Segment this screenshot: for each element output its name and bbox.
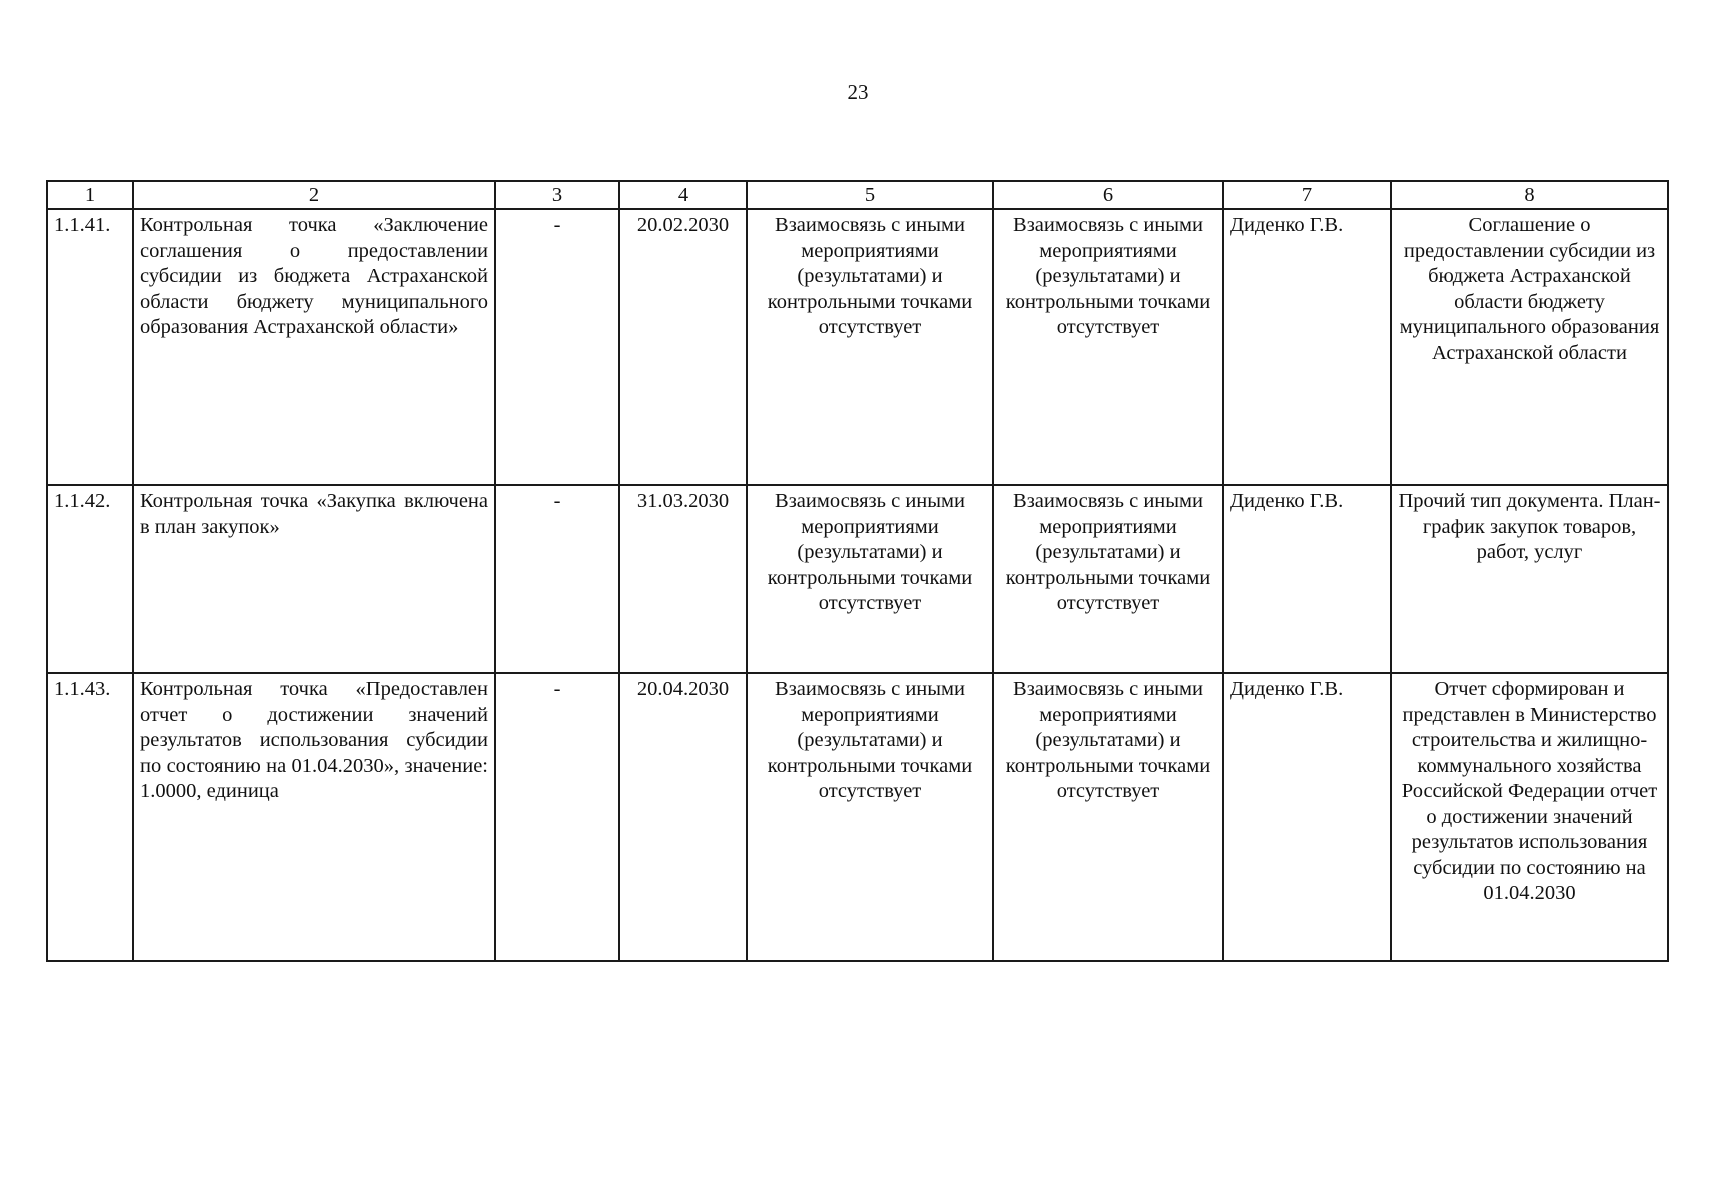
cell-number: 1.1.41.: [47, 209, 133, 485]
cell-number: 1.1.43.: [47, 673, 133, 961]
table-row: [47, 485, 1668, 673]
cell-responsible: Диденко Г.В.: [1223, 209, 1391, 485]
header-col-8: 8: [1391, 181, 1668, 209]
cell-relation-6: Взаимосвязь с иными мероприятиями (результатами) и контрольными точками отсутствует: [993, 673, 1223, 961]
cell-document: Прочий тип документа. План-график закупок товаров, работ, услуг: [1391, 485, 1668, 673]
cell-relation-6: Взаимосвязь с иными мероприятиями (результатами) и контрольными точками отсутствует: [993, 485, 1223, 673]
cell-responsible: Диденко Г.В.: [1223, 673, 1391, 961]
cell-responsible: Диденко Г.В.: [1223, 485, 1391, 673]
control-points-table: [46, 180, 1669, 962]
cell-document: Соглашение о предоставлении субсидии из бюджета Астраханской области бюджету муниципального образования Астраханской области: [1391, 209, 1668, 485]
header-col-2: 2: [133, 181, 495, 209]
header-col-5: 5: [747, 181, 993, 209]
page-number: 23: [847, 80, 869, 104]
table-row: [47, 209, 1668, 485]
cell-relation-5: Взаимосвязь с иными мероприятиями (результатами) и контрольными точками отсутствует: [747, 673, 993, 961]
table-header-row: [47, 181, 1668, 209]
cell-relation-5: Взаимосвязь с иными мероприятиями (результатами) и контрольными точками отсутствует: [747, 209, 993, 485]
header-col-4: 4: [619, 181, 747, 209]
cell-date: 31.03.2030: [619, 485, 747, 673]
cell-col3: -: [495, 673, 619, 961]
cell-date: 20.02.2030: [619, 209, 747, 485]
header-col-6: 6: [993, 181, 1223, 209]
cell-date: 20.04.2030: [619, 673, 747, 961]
cell-control-point: Контрольная точка «Заключение соглашения о предоставлении субсидии из бюджета Астраханской области бюджету муниципального образования Астраханской области»: [133, 209, 495, 485]
header-col-1: 1: [47, 181, 133, 209]
cell-col3: -: [495, 485, 619, 673]
header-col-7: 7: [1223, 181, 1391, 209]
cell-control-point: Контрольная точка «Предоставлен отчет о достижении значений результатов использования субсидии по состоянию на 01.04.2030», значение: 1.0000, единица: [133, 673, 495, 961]
cell-col3: -: [495, 209, 619, 485]
header-col-3: 3: [495, 181, 619, 209]
cell-relation-6: Взаимосвязь с иными мероприятиями (результатами) и контрольными точками отсутствует: [993, 209, 1223, 485]
table-row: [47, 673, 1668, 961]
cell-document: Отчет сформирован и представлен в Министерство строительства и жилищно-коммунального хозяйства Российской Федерации отчет о достижении значений результатов использования субсидии по состоянию на 01.04.2030: [1391, 673, 1668, 961]
cell-number: 1.1.42.: [47, 485, 133, 673]
cell-control-point: Контрольная точка «Закупка включена в план закупок»: [133, 485, 495, 673]
cell-relation-5: Взаимосвязь с иными мероприятиями (результатами) и контрольными точками отсутствует: [747, 485, 993, 673]
